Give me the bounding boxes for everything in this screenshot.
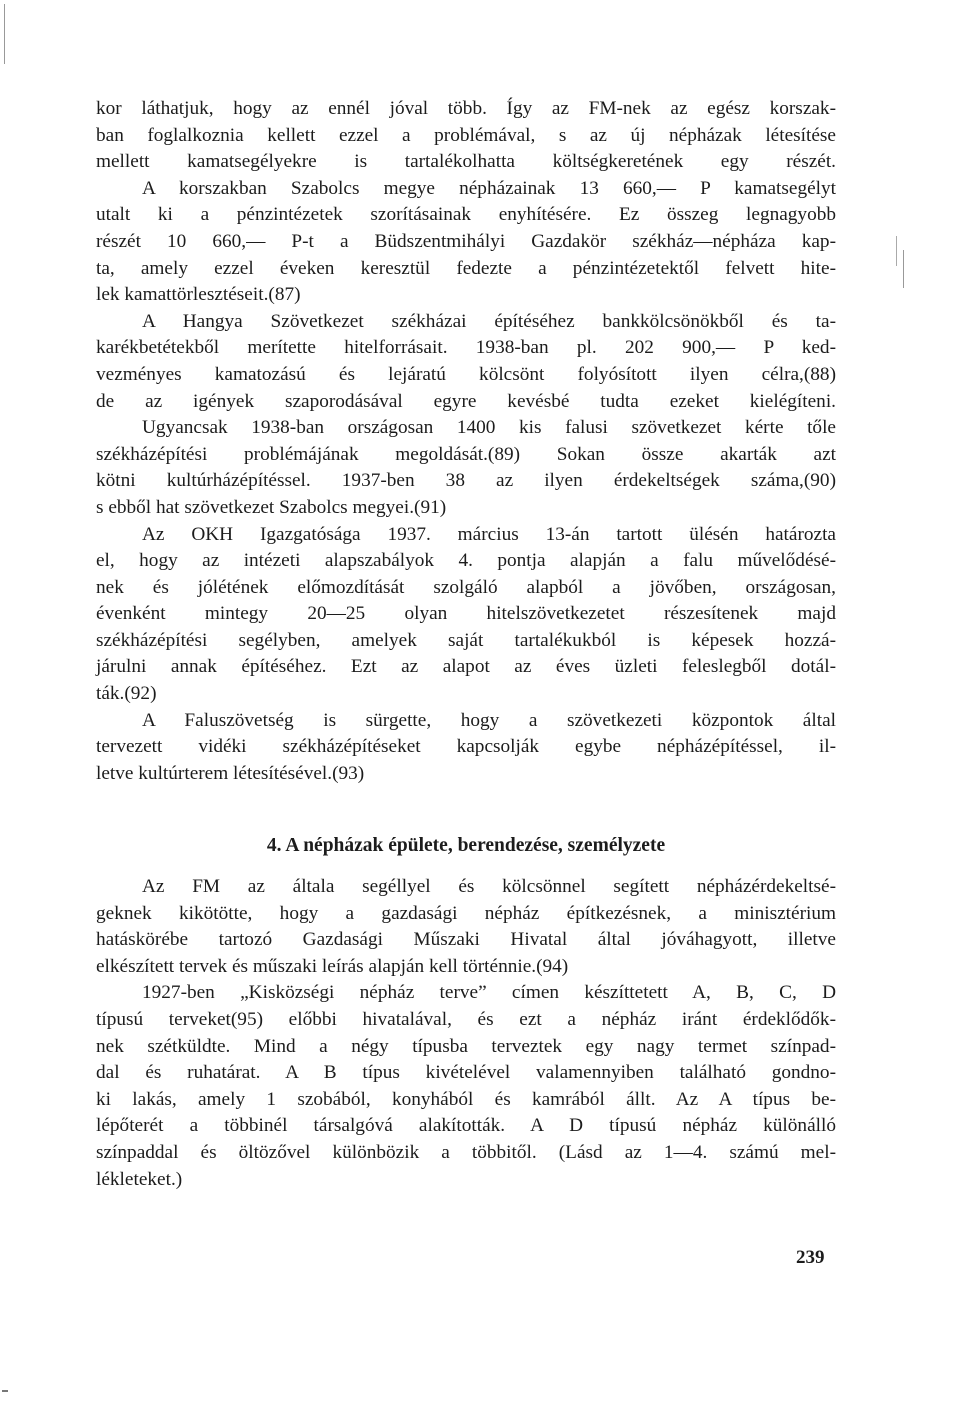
text-line: nek szétküldte. Mind a négy típusba terveztek egy nagy termet színpad- — [96, 1035, 836, 1057]
text-line: 1927-ben „Kisközségi népház terve” címen készíttetett A, B, C, D — [142, 982, 836, 1004]
text-line: színpaddal és öltözővel különbözik a többitől. (Lásd az 1—4. számú mel- — [96, 1141, 836, 1163]
scan-speck — [896, 236, 897, 266]
text-line: el, hogy az intézeti alapszabályok 4. pontja alapján a falu művelődésé- — [96, 550, 836, 572]
text-line: mellett kamatsegélyekre is tartalékolhatta költségkeretének egy részét. — [96, 151, 836, 173]
text-line: karékbetétekből merítette hitelforrásait. 1938-ban pl. 202 900,— P ked- — [96, 337, 836, 359]
scan-speck — [2, 1390, 8, 1392]
text-line: A Faluszövetség is sürgette, hogy a szövetkezeti központok által — [142, 709, 836, 731]
text-line: lékleteket.) — [96, 1168, 183, 1190]
text-line: évenként mintegy 20—25 olyan hitelszövetkezetet részesítenek majd — [96, 603, 836, 625]
text-line: tervezett vidéki székházépítéseket kapcsolják egybe népházépítéssel, il- — [96, 736, 836, 758]
text-line: Az FM az általa segéllyel és kölcsönnel segített népházérdekeltsé- — [142, 876, 836, 897]
text-line: s ebből hat szövetkezet Szabolcs megyei.(91) — [96, 496, 447, 518]
text-line: lek kamattörlesztéseit.(87) — [96, 284, 301, 306]
body-text-top — [96, 96, 836, 787]
body-text-bottom — [96, 874, 836, 1193]
text-line: székházépítési problémájának megoldását.(89) Sokan össze akarták azt — [96, 443, 836, 465]
text-line: geknek kikötötte, hogy a gazdasági népház építkezésnek, a minisztérium — [96, 902, 836, 924]
text-line: részét 10 660,— P-t a Büdszentmihályi Gazdakör székház—népháza kap- — [96, 230, 836, 252]
scan-speck — [4, 4, 5, 64]
text-line: utalt ki a pénzintézetek szorításainak enyhítésére. Ez összeg legnagyobb — [96, 204, 836, 226]
text-line: nek és jólétének előmozdítását szolgáló alapból a jövőben, országosan, — [96, 576, 836, 598]
text-line: Az OKH Igazgatósága 1937. március 13-án tartott ülésén határozta — [142, 523, 836, 545]
text-line: járulni annak építéséhez. Ezt az alapot az éves üzleti feleslegből dotál- — [96, 656, 836, 678]
page-number: 239 — [796, 1247, 825, 1268]
text-line: székházépítési segélyben, amelyek saját tartalékukból is képesek hozzá- — [96, 629, 836, 651]
text-line: A Hangya Szövetkezet székházai építéséhez bankkölcsönökből és ta- — [142, 310, 836, 332]
text-line: lépőterét a többinél társalgóvá alakították. A D típusú népház különálló — [96, 1115, 836, 1137]
text-line: dal és ruhatárat. A B típus kivételével valamennyiben található gondno- — [96, 1062, 836, 1084]
text-line: ták.(92) — [96, 683, 157, 705]
text-line: hatáskörébe tartozó Gazdasági Műszaki Hivatal által jóváhagyott, illetve — [96, 929, 836, 951]
text-line: vezményes kamatozású és lejáratú kölcsönt folyósított ilyen célra,(88) — [96, 363, 836, 385]
text-line: ki lakás, amely 1 szobából, konyhából és kamrából állt. Az A típus be- — [96, 1088, 836, 1110]
text-line: ban foglalkoznia kellett ezzel a problémával, s az új népházak létesítése — [96, 124, 836, 146]
scan-speck — [903, 250, 904, 288]
text-line: kor láthatjuk, hogy az ennél jóval több. Így az FM-nek az egész korszak- — [96, 98, 836, 119]
text-line: A korszakban Szabolcs megye népházainak 13 660,— P kamatsegélyt — [142, 177, 836, 199]
section-heading: 4. A népházak épülete, berendezése, személyzete — [266, 835, 666, 856]
text-line: ta, amely ezzel éveken keresztül fedezte a pénzintézetektől felvett hite- — [96, 257, 836, 279]
text-line: letve kultúrterem létesítésével.(93) — [96, 762, 365, 784]
text-line: Ugyancsak 1938-ban országosan 1400 kis falusi szövetkezet kérte tőle — [142, 417, 836, 439]
text-line: kötni kultúrházépítéssel. 1937-ben 38 az ilyen érdekeltségek száma,(90) — [96, 470, 836, 492]
text-line: típusú terveket(95) előbbi hivatalával, és ezt a népház iránt érdeklődők- — [96, 1008, 836, 1030]
text-line: elkészített tervek és műszaki leírás alapján kell történnie.(94) — [96, 955, 569, 977]
text-line: de az igények szaporodásával egyre kevésbé tudta ezeket kielégíteni. — [96, 390, 836, 412]
